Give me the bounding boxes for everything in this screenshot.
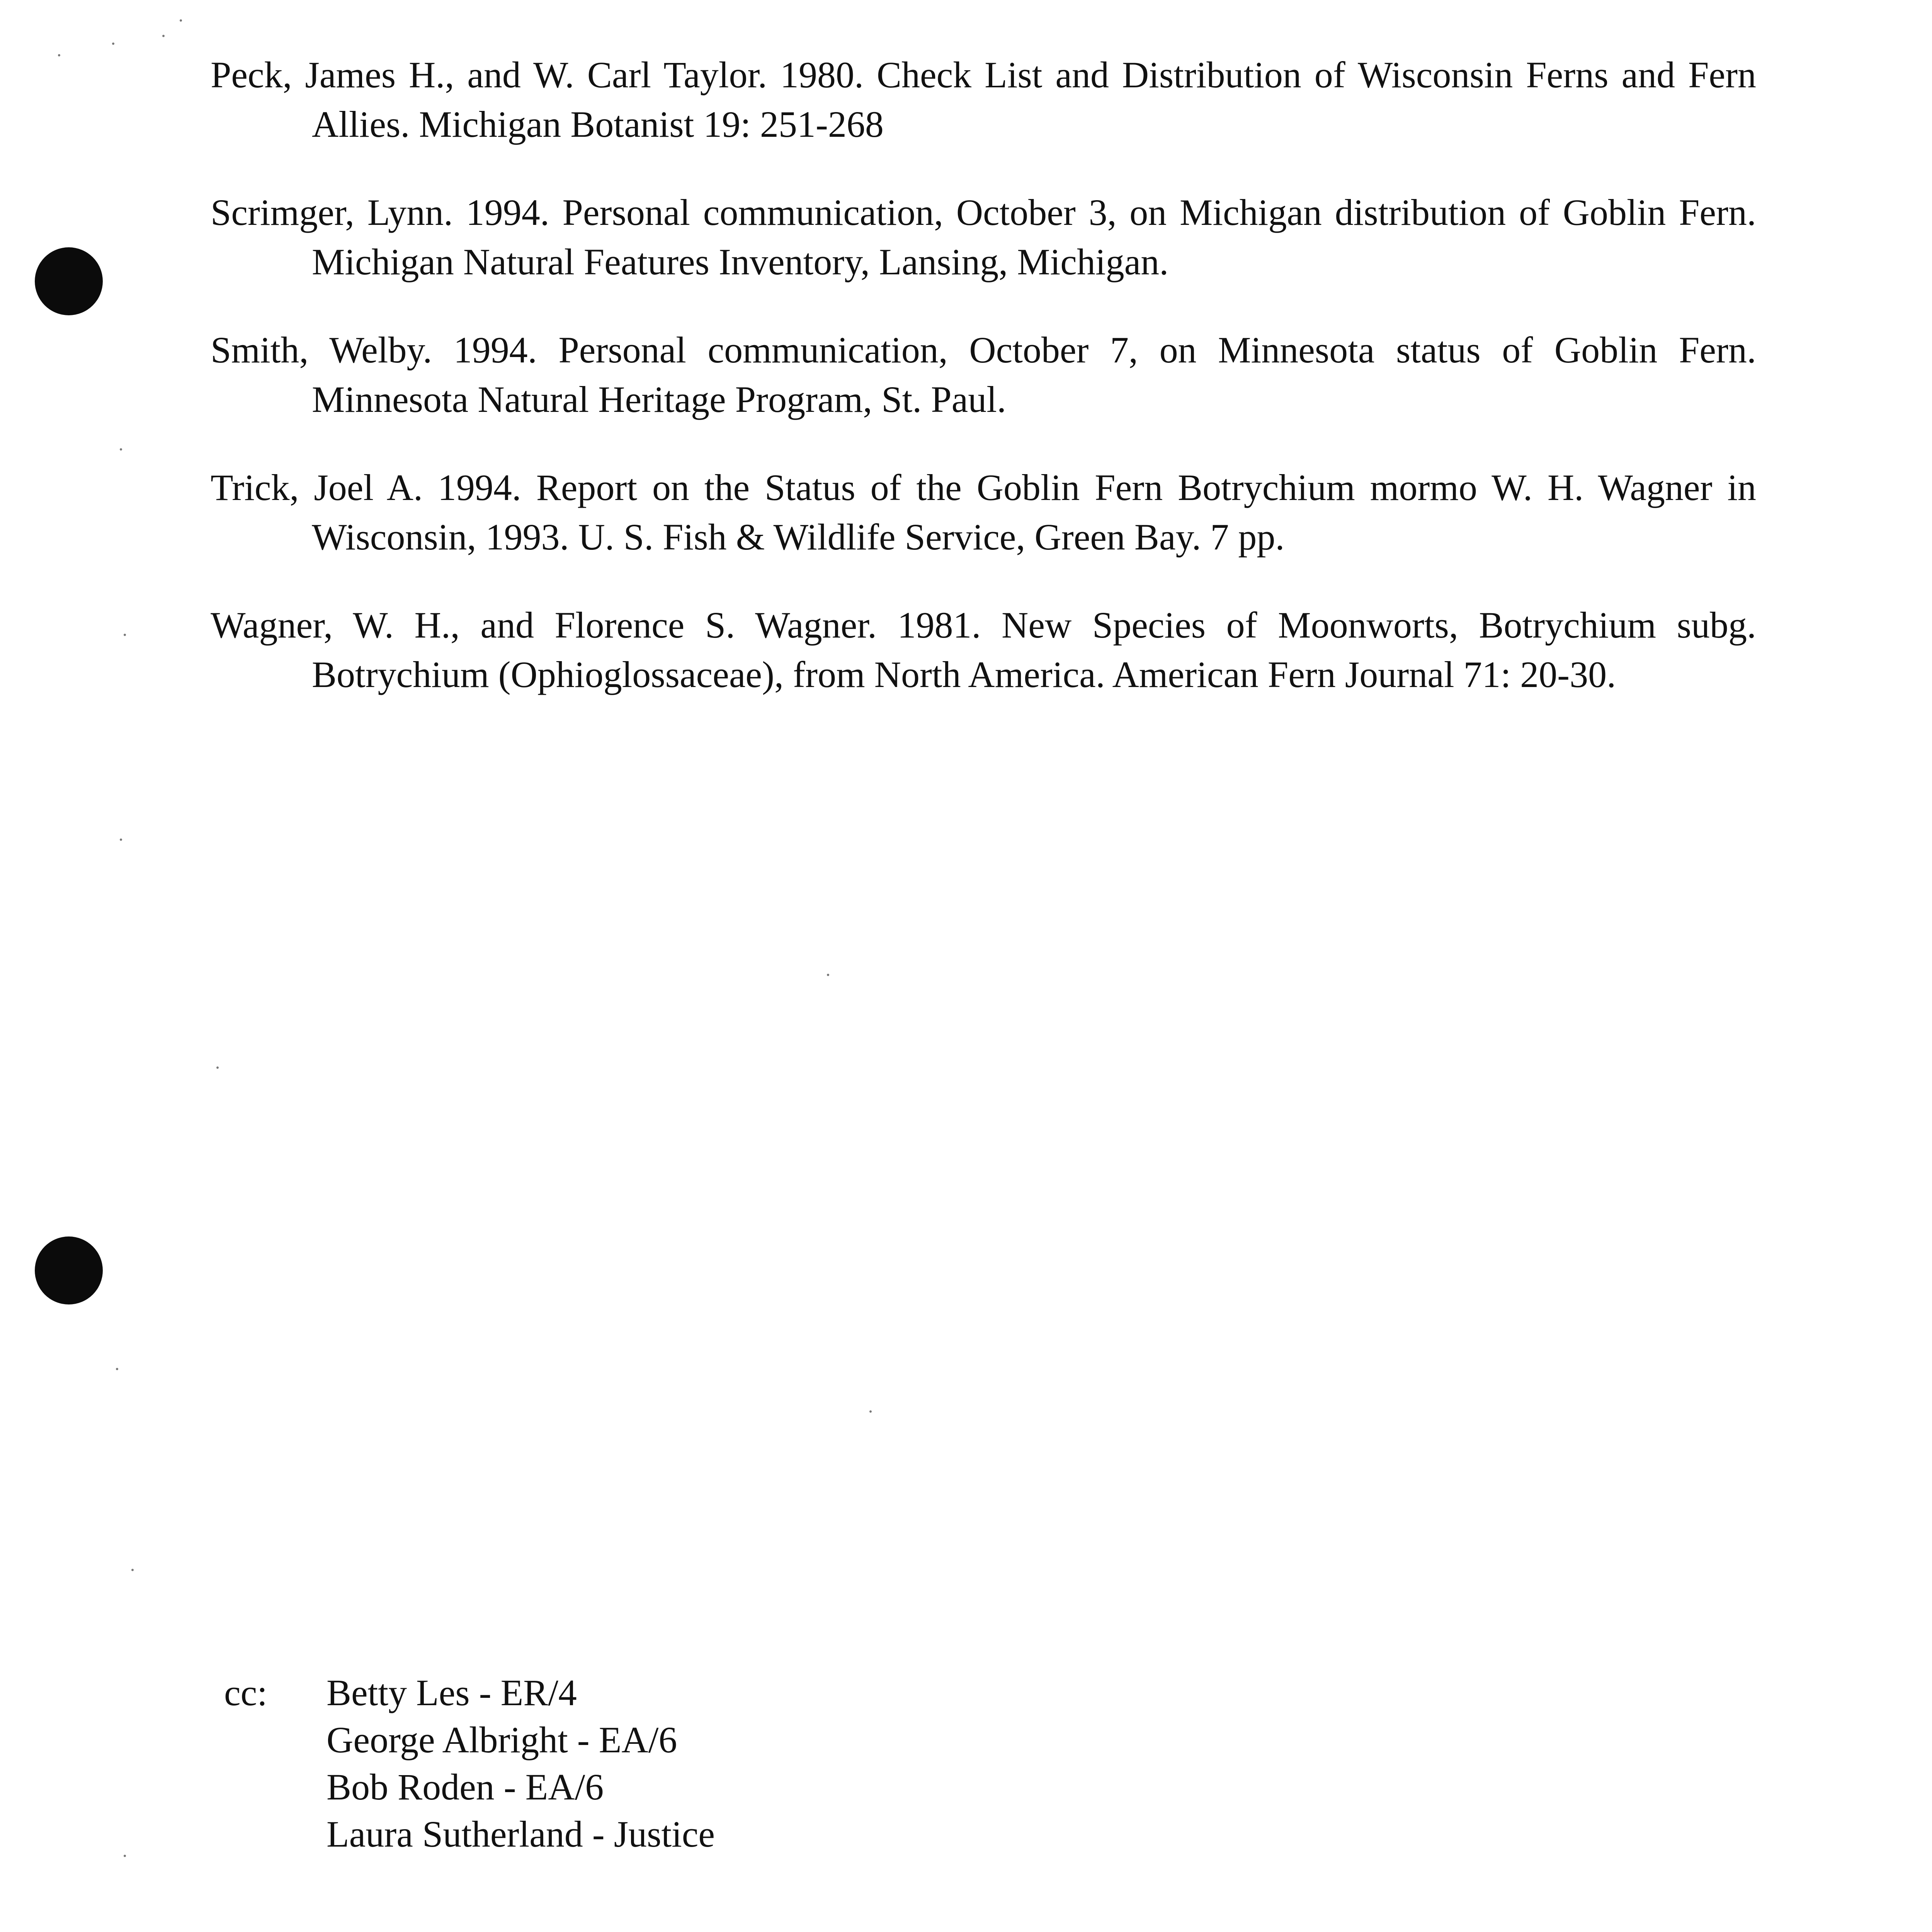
cc-recipient-list <box>327 1669 715 1858</box>
scan-speck <box>124 1855 126 1857</box>
reference-entry: Smith, Welby. 1994. Personal communication, October 7, on Minnesota status of Goblin Fern. Minnesota Natural Heritage Program, St. Paul. <box>211 329 1756 420</box>
cc-recipient: George Albright - EA/6 <box>327 1719 677 1760</box>
scan-speck <box>131 1569 134 1571</box>
cc-recipient: Laura Sutherland - Justice <box>327 1813 715 1855</box>
scan-speck <box>58 54 60 56</box>
reference-list <box>211 50 1756 738</box>
punch-hole-top <box>35 247 103 315</box>
scan-speck <box>124 634 126 636</box>
scan-speck <box>116 1368 118 1370</box>
cc-recipient: Bob Roden - EA/6 <box>327 1766 604 1808</box>
reference-entry: Scrimger, Lynn. 1994. Personal communication, October 3, on Michigan distribution of Goblin Fern. Michigan Natural Features Inventory, Lansing, Michigan. <box>211 192 1756 282</box>
reference-entry: Trick, Joel A. 1994. Report on the Status of the Goblin Fern Botrychium mormo W. H. Wagner in Wisconsin, 1993. U. S. Fish & Wildlife Service, Green Bay. 7 pp. <box>211 467 1756 558</box>
scan-speck <box>869 1410 872 1413</box>
reference-entry: Wagner, W. H., and Florence S. Wagner. 1981. New Species of Moonworts, Botrychium subg. Botrychium (Ophioglossaceae), from North America. American Fern Journal 71: 20-30. <box>211 604 1756 695</box>
punch-hole-middle <box>35 1236 103 1304</box>
cc-label: cc: <box>224 1672 267 1713</box>
scan-speck <box>120 448 122 451</box>
scan-speck <box>162 35 165 37</box>
reference-entry: Peck, James H., and W. Carl Taylor. 1980. Check List and Distribution of Wisconsin Ferns and Fern Allies. Michigan Botanist 19: 251-268 <box>211 54 1756 145</box>
scan-speck <box>180 19 182 22</box>
scan-speck <box>120 838 122 841</box>
cc-recipient: Betty Les - ER/4 <box>327 1672 577 1713</box>
scan-speck <box>112 43 114 45</box>
scan-speck <box>827 974 829 976</box>
scan-speck <box>216 1066 219 1069</box>
